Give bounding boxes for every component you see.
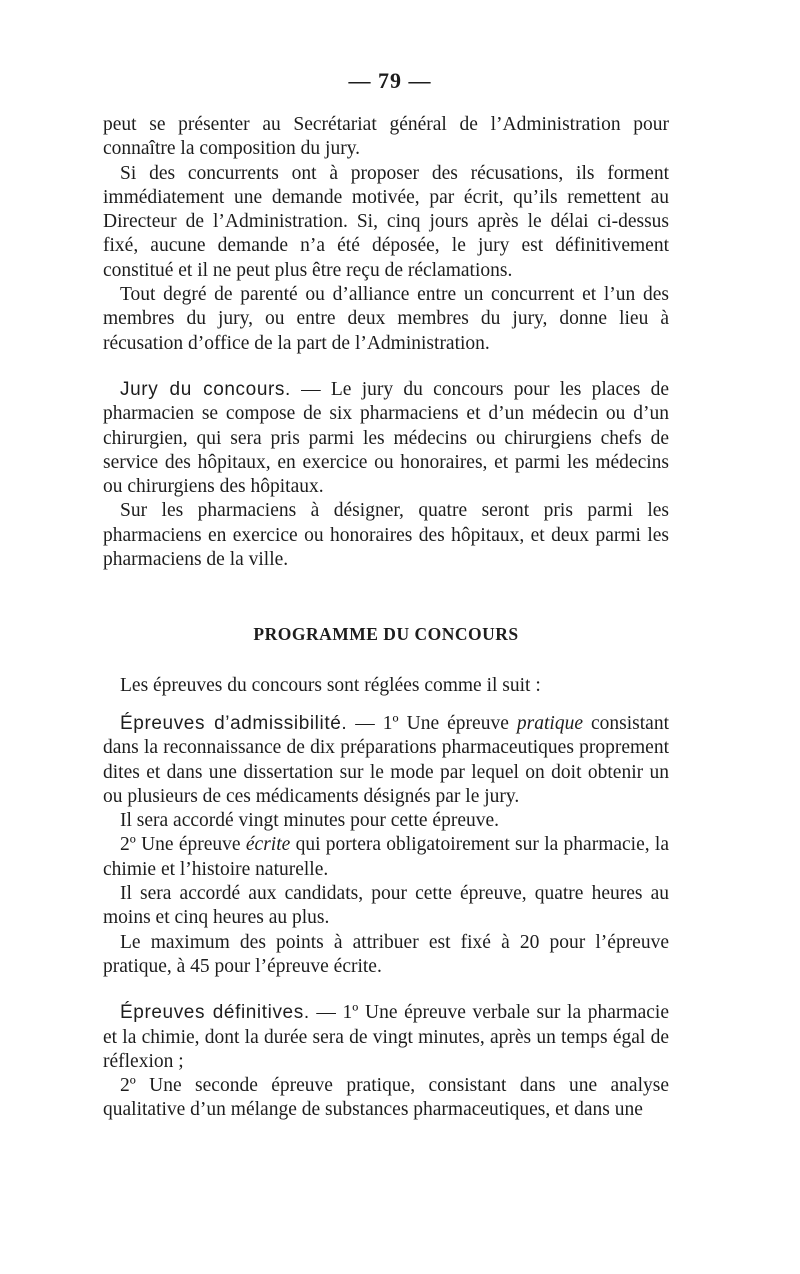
admissibilite-heures: Il sera accordé aux candidats, pour cette épreuve, quatre heures au moins et cinq heures au plus. (103, 883, 669, 929)
programme-intro: Les épreuves du concours sont réglées comme il suit : (120, 674, 541, 696)
ecrite-text-2: qui portera obligatoirement sur la pharmacie, la chimie et l’histoire naturelle. (103, 834, 669, 880)
definitives-heading: Épreuves définitives. (120, 1002, 310, 1024)
admissibilite-points: Le maximum des points à attribuer est fixé à 20 pour l’épreuve pratique, à 45 pour l’épreuve écrite. (103, 931, 669, 977)
definitives-seconde-epreuve: 2º Une seconde épreuve pratique, consistant dans une analyse qualitative d’un mélange de substances pharmaceutiques, et dans une (103, 1075, 669, 1121)
section-jury (103, 378, 669, 572)
jury-heading: Jury du concours. (120, 378, 291, 400)
definitives-text: — 1º Une épreuve verbale sur la pharmacie et la chimie, dont la durée sera de vingt minutes, après un temps égal de réflexion ; (103, 1002, 669, 1072)
jury-pharmaciens-paragraph: Sur les pharmaciens à désigner, quatre seront pris parmi les pharmaciens en exercice ou honoraires des hôpitaux, et deux parmi les pharmaciens de la ville. (103, 500, 669, 571)
paragraph-parente: Tout degré de parenté ou d’alliance entre un concurrent et l’un des membres du jury, ou entre deux membres du jury, donne lieu à récusation d’office de la part de l’Administration. (103, 284, 669, 354)
emphasis-pratique: pratique (516, 712, 583, 734)
paragraph-recusations: Si des concurrents ont à proposer des récusations, ils forment immédiatement une demande motivée, par écrit, qu’ils remettent au Directeur de l’Administration. Si, cinq jours après le délai ci-dessus fixé, aucune demande n’a été déposée, le jury est définitivement constitué et il ne peut plus être reçu de réclamations. (103, 162, 669, 281)
definitives-paragraph (103, 1001, 669, 1074)
admissibilite-duree: Il sera accordé vingt minutes pour cette épreuve. (120, 810, 500, 832)
page-number: — 79 — (348, 68, 432, 93)
admissibilite-text-2: consistant dans la reconnaissance de dix préparations pharmaceutiques proprement dites et dans une dissertation sur le mode par lequel on doit obtenir un ou plusieurs de ces médicaments désignés par le jury. (103, 712, 670, 807)
emphasis-ecrite: écrite (245, 834, 291, 856)
admissibilite-ecrite-paragraph (103, 833, 669, 882)
admissibilite-heading: Épreuves d’admissibilité. (120, 712, 348, 734)
section-admissibilite (103, 712, 669, 979)
paragraph-composition-jury: peut se présenter au Secrétariat général de l’Administration pour connaître la composition du jury. (103, 114, 669, 160)
ecrite-text-1: 2º Une épreuve (120, 834, 246, 856)
admissibilite-text-1: — 1º Une épreuve (347, 712, 517, 734)
jury-text: — Le jury du concours pour les places de pharmacien se compose de six pharmaciens et d’un médecin ou d’un chirurgien, qui sera pris parmi les médecins ou chirurgiens chefs de service des hôpitaux, en exercice ou honoraires, et parmi les médecins ou chirurgiens des hôpitaux. (103, 378, 669, 498)
page-body (103, 113, 669, 1123)
programme-heading: PROGRAMME DU CONCOURS (253, 624, 519, 645)
section-definitives (103, 1001, 669, 1122)
admissibilite-paragraph (103, 712, 669, 809)
jury-paragraph (103, 378, 669, 499)
